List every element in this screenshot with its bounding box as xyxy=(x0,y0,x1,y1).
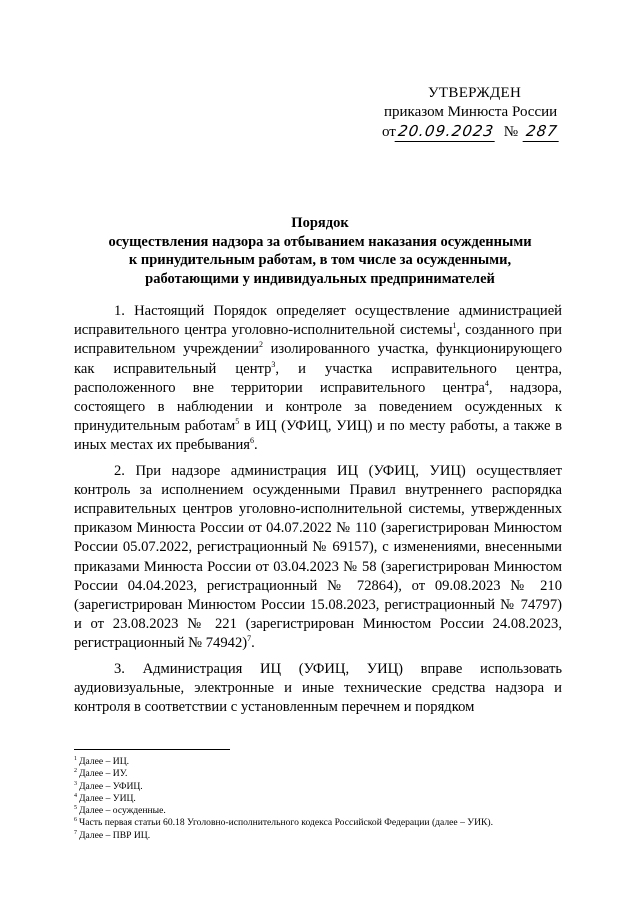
title-line-3: к принудительным работам, в том числе за осужденными, xyxy=(128,252,512,268)
approval-stamp xyxy=(382,84,582,142)
paragraph-1 xyxy=(74,302,562,456)
document-title xyxy=(60,214,580,288)
footnote-item xyxy=(74,793,574,805)
footnotes xyxy=(74,756,574,842)
footnote-ref: 2 xyxy=(258,340,263,350)
paragraph-1-text: , надзора, состоящего в наблюдении и контроле за поведением осужденных к принудительным работам xyxy=(74,379,562,435)
footnote-number: 1 xyxy=(74,756,77,762)
footnote-ref: 3 xyxy=(271,359,276,369)
footnote-ref: 4 xyxy=(484,378,489,388)
paragraph-1-text: в ИЦ (УФИЦ, УИЦ) и по месту работы, а также в иных местах их пребывания xyxy=(74,418,563,454)
paragraph-1-text: 1. Настоящий Порядок определяет осуществление администрацией исправительного центра уголовно-исполнительной системы xyxy=(74,303,562,339)
paragraph-3-text: 3. Администрация ИЦ (УФИЦ, УИЦ) вправе использовать аудиовизуальные, электронные и иные технические средства надзора и контроля в соответствии с установленным перечнем и порядком xyxy=(74,660,562,716)
footnote-text: Далее – ПВР ИЦ. xyxy=(79,829,151,841)
date-prefix: от xyxy=(382,124,396,140)
number-prefix: № xyxy=(503,124,519,140)
handwritten-number: 287 xyxy=(523,122,561,142)
paragraph-1-text: изолированного участка, функционирующего как исправительный центр xyxy=(74,341,562,377)
footnote-number: 2 xyxy=(74,768,77,775)
approval-title: УТВЕРЖДЕН xyxy=(428,85,522,101)
footnote-item xyxy=(74,768,574,780)
footnote-number: 3 xyxy=(74,780,77,787)
footnote-ref: 7 xyxy=(247,634,252,644)
title-line-4: работающими у индивидуальных предпринимателей xyxy=(145,270,495,287)
paragraph-2-text: 2. При надзоре администрация ИЦ (УФИЦ, УИЦ) осуществляет контроль за исполнением осужденными Правил внутреннего распорядка исправительных центров уголовно-исполнительной системы, утвержденных приказом Минюста России от 04.07.2022 № 110 (зарегистрирован Минюстом России 05.07.2022, регистрационный № 69157), с изменениями, внесенными приказами Минюста России от 03.04.2023 № 58 (зарегистрирован Минюстом России 04.04.2023, регистрационный № 72864), от 09.08.2023 № 210 (зарегистрирован Минюстом России 15.08.2023, регистрационный № 74797) и от 23.08.2023 № 221 (зарегистрирован Минюстом России 24.08.2023, регистрационный № 74942) xyxy=(74,462,562,652)
footnote-divider xyxy=(74,749,230,750)
footnote-text: Часть первая статьи 60.18 Уголовно-исполнительного кодекса Российской Федерации (далее – УИК). xyxy=(79,817,493,829)
document-body xyxy=(74,302,562,723)
footnote-ref: 6 xyxy=(249,436,254,446)
paragraph-2 xyxy=(74,462,562,654)
paragraph-3 xyxy=(74,660,562,718)
footnote-number: 7 xyxy=(74,829,77,836)
footnote-number: 5 xyxy=(74,805,77,812)
title-line-2: осуществления надзора за отбыванием наказания осужденными xyxy=(108,233,532,250)
footnote-text: Далее – УФИЦ. xyxy=(79,780,143,792)
paragraph-1-text: . xyxy=(253,437,258,454)
footnote-text: Далее – УИЦ. xyxy=(79,792,136,804)
approval-date-line xyxy=(382,122,582,142)
footnote-number: 4 xyxy=(74,792,77,799)
paragraph-2-text: . xyxy=(251,635,255,652)
approval-order: приказом Минюста России xyxy=(384,104,558,120)
paragraph-1-text: , и участка исправительного центра, расположенного вне территории исправительного центра xyxy=(74,360,562,396)
footnote-item xyxy=(74,830,574,842)
footnote-ref: 1 xyxy=(452,321,457,331)
footnote-text: Далее – ИЦ. xyxy=(79,756,130,767)
footnote-number: 6 xyxy=(74,817,77,824)
footnote-text: Далее – осужденные. xyxy=(79,805,166,817)
paragraph-1-text: , созданного при исправительном учреждении xyxy=(74,322,562,358)
footnote-item xyxy=(74,817,574,829)
footnote-ref: 5 xyxy=(235,417,240,427)
footnote-item xyxy=(74,756,574,768)
handwritten-date: 20.09.2023 xyxy=(394,122,497,142)
footnote-text: Далее – ИУ. xyxy=(79,768,128,780)
footnote-item xyxy=(74,805,574,817)
footnote-item xyxy=(74,781,574,793)
title-line-1: Порядок xyxy=(291,215,349,231)
